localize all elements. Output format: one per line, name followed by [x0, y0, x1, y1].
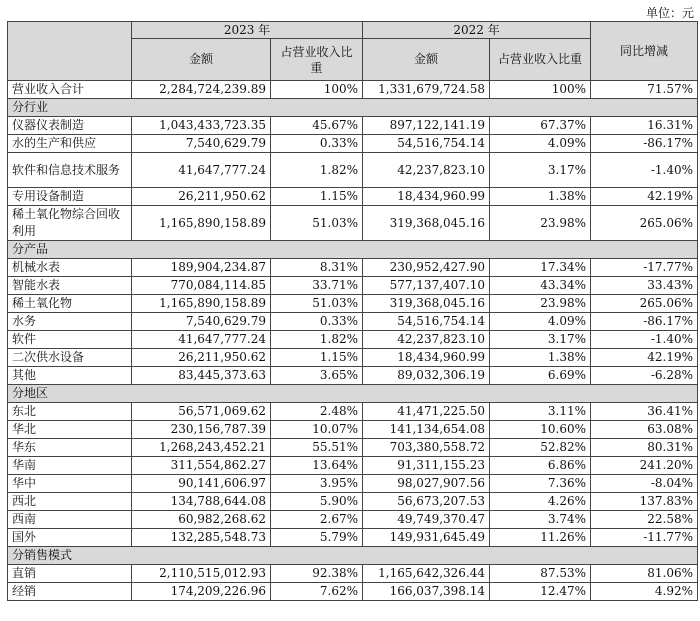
amount-2022: 49,749,370.47	[363, 511, 490, 529]
row-label: 华中	[8, 475, 132, 493]
row-label: 智能水表	[8, 277, 132, 295]
row-label: 软件和信息技术服务	[8, 153, 132, 188]
total-row	[8, 81, 698, 99]
yoy-change: -17.77%	[591, 259, 698, 277]
ratio-2022: 6.69%	[490, 367, 591, 385]
amount-2023: 770,084,114.85	[132, 277, 271, 295]
table-row	[8, 206, 698, 241]
ratio-2023: 3.65%	[271, 367, 363, 385]
ratio-2023: 3.95%	[271, 475, 363, 493]
header-2023: 2023 年	[132, 22, 363, 39]
section-title: 分行业	[8, 99, 698, 117]
amount-2022: 89,032,306.19	[363, 367, 490, 385]
amount-2022: 319,368,045.16	[363, 206, 490, 241]
section-row	[8, 241, 698, 259]
total-label: 营业收入合计	[8, 81, 132, 99]
ratio-2023: 5.79%	[271, 529, 363, 547]
amount-2022: 166,037,398.14	[363, 583, 490, 601]
table-row	[8, 511, 698, 529]
row-label: 华东	[8, 439, 132, 457]
ratio-2023: 10.07%	[271, 421, 363, 439]
ratio-2023: 8.31%	[271, 259, 363, 277]
ratio-2022: 23.98%	[490, 206, 591, 241]
ratio-2023: 51.03%	[271, 206, 363, 241]
row-label: 国外	[8, 529, 132, 547]
amount-2022: 18,434,960.99	[363, 349, 490, 367]
header-yoy: 同比增减	[591, 22, 698, 81]
section-row	[8, 99, 698, 117]
header-blank	[8, 22, 132, 81]
amount-2023: 132,285,548.73	[132, 529, 271, 547]
amount-2022: 319,368,045.16	[363, 295, 490, 313]
amount-2022: 577,137,407.10	[363, 277, 490, 295]
total-amount-2022: 1,331,679,724.58	[363, 81, 490, 99]
yoy-change: -11.77%	[591, 529, 698, 547]
ratio-2022: 87.53%	[490, 565, 591, 583]
amount-2022: 54,516,754.14	[363, 135, 490, 153]
row-label: 稀土氧化物	[8, 295, 132, 313]
total-amount-2023: 2,284,724,239.89	[132, 81, 271, 99]
table-row	[8, 457, 698, 475]
ratio-2023: 7.62%	[271, 583, 363, 601]
row-label: 直销	[8, 565, 132, 583]
yoy-change: 265.06%	[591, 295, 698, 313]
amount-2023: 83,445,373.63	[132, 367, 271, 385]
revenue-table	[7, 21, 698, 601]
row-label: 华南	[8, 457, 132, 475]
header-2022: 2022 年	[363, 22, 591, 39]
amount-2023: 26,211,950.62	[132, 349, 271, 367]
amount-2023: 60,982,268.62	[132, 511, 271, 529]
ratio-2023: 33.71%	[271, 277, 363, 295]
amount-2022: 18,434,960.99	[363, 188, 490, 206]
ratio-2023: 13.64%	[271, 457, 363, 475]
yoy-change: 241.20%	[591, 457, 698, 475]
total-ratio-2022: 100%	[490, 81, 591, 99]
ratio-2023: 2.67%	[271, 511, 363, 529]
ratio-2022: 1.38%	[490, 349, 591, 367]
ratio-2023: 2.48%	[271, 403, 363, 421]
ratio-2022: 52.82%	[490, 439, 591, 457]
ratio-2022: 17.34%	[490, 259, 591, 277]
header-ratio-2022: 占营业收入比重	[490, 39, 591, 81]
yoy-change: 36.41%	[591, 403, 698, 421]
ratio-2023: 1.82%	[271, 331, 363, 349]
unit-label: 单位：元	[645, 6, 694, 20]
table-row	[8, 295, 698, 313]
amount-2023: 1,165,890,158.89	[132, 206, 271, 241]
yoy-change: -1.40%	[591, 331, 698, 349]
table-row	[8, 565, 698, 583]
table-row	[8, 475, 698, 493]
amount-2022: 703,380,558.72	[363, 439, 490, 457]
ratio-2023: 92.38%	[271, 565, 363, 583]
row-label: 机械水表	[8, 259, 132, 277]
table-row	[8, 439, 698, 457]
table-row	[8, 529, 698, 547]
row-label: 经销	[8, 583, 132, 601]
table-row	[8, 259, 698, 277]
yoy-change: 4.92%	[591, 583, 698, 601]
amount-2023: 311,554,862.27	[132, 457, 271, 475]
amount-2023: 134,788,644.08	[132, 493, 271, 511]
table-row	[8, 153, 698, 188]
amount-2022: 42,237,823.10	[363, 331, 490, 349]
ratio-2023: 55.51%	[271, 439, 363, 457]
row-label: 华北	[8, 421, 132, 439]
amount-2023: 1,165,890,158.89	[132, 295, 271, 313]
table-row	[8, 403, 698, 421]
yoy-change: -86.17%	[591, 135, 698, 153]
table-row	[8, 331, 698, 349]
yoy-change: 265.06%	[591, 206, 698, 241]
table-body	[8, 22, 698, 601]
yoy-change: -86.17%	[591, 313, 698, 331]
amount-2023: 56,571,069.62	[132, 403, 271, 421]
ratio-2022: 4.09%	[490, 135, 591, 153]
ratio-2023: 5.90%	[271, 493, 363, 511]
yoy-change: 80.31%	[591, 439, 698, 457]
row-label: 仪器仪表制造	[8, 117, 132, 135]
amount-2022: 98,027,907.56	[363, 475, 490, 493]
table-row	[8, 493, 698, 511]
section-row	[8, 547, 698, 565]
row-label: 专用设备制造	[8, 188, 132, 206]
ratio-2022: 3.17%	[490, 331, 591, 349]
ratio-2022: 43.34%	[490, 277, 591, 295]
amount-2022: 54,516,754.14	[363, 313, 490, 331]
table-row	[8, 188, 698, 206]
ratio-2023: 1.15%	[271, 349, 363, 367]
header-ratio-2023: 占营业收入比重	[271, 39, 363, 81]
header-amount-2023: 金额	[132, 39, 271, 81]
amount-2022: 149,931,645.49	[363, 529, 490, 547]
header-row-years	[8, 22, 698, 39]
row-label: 软件	[8, 331, 132, 349]
yoy-change: 22.58%	[591, 511, 698, 529]
row-label: 二次供水设备	[8, 349, 132, 367]
amount-2023: 7,540,629.79	[132, 313, 271, 331]
ratio-2022: 3.74%	[490, 511, 591, 529]
amount-2022: 230,952,427.90	[363, 259, 490, 277]
yoy-change: 63.08%	[591, 421, 698, 439]
yoy-change: 137.83%	[591, 493, 698, 511]
table-row	[8, 367, 698, 385]
amount-2023: 1,268,243,452.21	[132, 439, 271, 457]
amount-2023: 2,110,515,012.93	[132, 565, 271, 583]
amount-2023: 26,211,950.62	[132, 188, 271, 206]
ratio-2022: 23.98%	[490, 295, 591, 313]
row-label: 西南	[8, 511, 132, 529]
table-row	[8, 313, 698, 331]
ratio-2022: 1.38%	[490, 188, 591, 206]
row-label: 其他	[8, 367, 132, 385]
section-title: 分销售模式	[8, 547, 698, 565]
amount-2022: 897,122,141.19	[363, 117, 490, 135]
amount-2023: 230,156,787.39	[132, 421, 271, 439]
amount-2022: 41,471,225.50	[363, 403, 490, 421]
row-label: 水的生产和供应	[8, 135, 132, 153]
ratio-2023: 1.82%	[271, 153, 363, 188]
amount-2022: 42,237,823.10	[363, 153, 490, 188]
ratio-2022: 4.09%	[490, 313, 591, 331]
ratio-2022: 3.17%	[490, 153, 591, 188]
table-row	[8, 277, 698, 295]
ratio-2022: 11.26%	[490, 529, 591, 547]
table-row	[8, 117, 698, 135]
ratio-2023: 45.67%	[271, 117, 363, 135]
ratio-2022: 67.37%	[490, 117, 591, 135]
ratio-2022: 3.11%	[490, 403, 591, 421]
yoy-change: -1.40%	[591, 153, 698, 188]
yoy-change: 42.19%	[591, 188, 698, 206]
ratio-2022: 7.36%	[490, 475, 591, 493]
ratio-2023: 0.33%	[271, 135, 363, 153]
amount-2022: 141,134,654.08	[363, 421, 490, 439]
ratio-2022: 6.86%	[490, 457, 591, 475]
section-row	[8, 385, 698, 403]
yoy-change: 81.06%	[591, 565, 698, 583]
total-ratio-2023: 100%	[271, 81, 363, 99]
amount-2023: 90,141,606.97	[132, 475, 271, 493]
ratio-2023: 51.03%	[271, 295, 363, 313]
amount-2023: 189,904,234.87	[132, 259, 271, 277]
amount-2022: 91,311,155.23	[363, 457, 490, 475]
row-label: 水务	[8, 313, 132, 331]
amount-2023: 41,647,777.24	[132, 153, 271, 188]
section-title: 分产品	[8, 241, 698, 259]
yoy-change: -6.28%	[591, 367, 698, 385]
ratio-2022: 4.26%	[490, 493, 591, 511]
amount-2022: 56,673,207.53	[363, 493, 490, 511]
amount-2023: 174,209,226.96	[132, 583, 271, 601]
ratio-2023: 0.33%	[271, 313, 363, 331]
amount-2023: 41,647,777.24	[132, 331, 271, 349]
amount-2023: 1,043,433,723.35	[132, 117, 271, 135]
header-amount-2022: 金额	[363, 39, 490, 81]
row-label: 稀土氧化物综合回收利用	[8, 206, 132, 241]
section-title: 分地区	[8, 385, 698, 403]
yoy-change: 42.19%	[591, 349, 698, 367]
table-row	[8, 421, 698, 439]
ratio-2023: 1.15%	[271, 188, 363, 206]
yoy-change: 33.43%	[591, 277, 698, 295]
amount-2023: 7,540,629.79	[132, 135, 271, 153]
yoy-change: 16.31%	[591, 117, 698, 135]
table-row	[8, 349, 698, 367]
total-yoy: 71.57%	[591, 81, 698, 99]
ratio-2022: 10.60%	[490, 421, 591, 439]
table-row	[8, 583, 698, 601]
ratio-2022: 12.47%	[490, 583, 591, 601]
row-label: 东北	[8, 403, 132, 421]
yoy-change: -8.04%	[591, 475, 698, 493]
row-label: 西北	[8, 493, 132, 511]
amount-2022: 1,165,642,326.44	[363, 565, 490, 583]
table-row	[8, 135, 698, 153]
